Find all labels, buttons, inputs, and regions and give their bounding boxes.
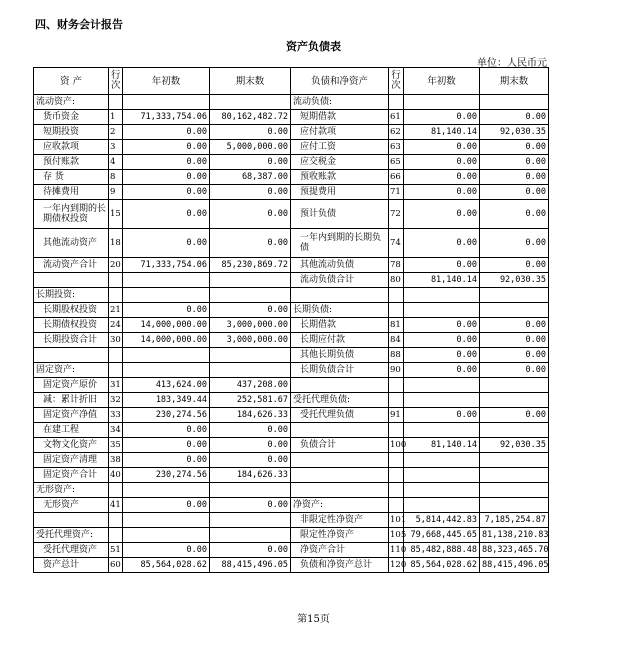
header-end-balance: 期末数: [210, 68, 291, 95]
table-row: [34, 378, 549, 393]
asset-item-label: 固定资产清理: [34, 453, 109, 468]
begin-balance-cell: 81,140.14: [404, 438, 480, 453]
liability-item-label: 应付款项: [291, 125, 389, 140]
end-balance-cell: 184,626.33: [210, 408, 291, 423]
liability-item-label: 应交税金: [291, 155, 389, 170]
line-no-cell: 65: [389, 155, 404, 170]
begin-balance-cell: 85,564,028.62: [404, 558, 480, 573]
asset-section-heading: 受托代理资产:: [34, 528, 109, 543]
begin-balance-cell: 0.00: [404, 140, 480, 155]
empty-cell: [480, 453, 549, 468]
table-row: [34, 453, 549, 468]
end-balance-cell: 0.00: [210, 543, 291, 558]
empty-cell: [34, 513, 109, 528]
end-balance-cell: 0.00: [480, 318, 549, 333]
end-balance-cell: 0.00: [480, 170, 549, 185]
liability-item-label: 其他长期负债: [291, 348, 389, 363]
liability-item-label: 流动负债合计: [291, 273, 389, 288]
begin-balance-cell: 0.00: [404, 229, 480, 258]
line-no-cell: 90: [389, 363, 404, 378]
empty-cell: [404, 453, 480, 468]
end-balance-cell: 0.00: [480, 200, 549, 229]
table-header-row: [34, 68, 549, 95]
begin-balance-cell: [123, 95, 210, 110]
line-no-cell: 60: [109, 558, 123, 573]
asset-item-label: 待摊费用: [34, 185, 109, 200]
line-no-cell: 3: [109, 140, 123, 155]
asset-item-label: 资产总计: [34, 558, 109, 573]
end-balance-cell: 92,030.35: [480, 273, 549, 288]
end-balance-cell: 0.00: [480, 408, 549, 423]
line-no-cell: 61: [389, 110, 404, 125]
end-balance-cell: 7,185,254.87: [480, 513, 549, 528]
begin-balance-cell: [123, 528, 210, 543]
end-balance-cell: [480, 393, 549, 408]
asset-item-label: 一年内到期的长期债权投资: [34, 200, 109, 229]
empty-cell: [404, 378, 480, 393]
line-no-cell: 34: [109, 423, 123, 438]
begin-balance-cell: [123, 363, 210, 378]
empty-cell: [210, 273, 291, 288]
end-balance-cell: 252,581.67: [210, 393, 291, 408]
line-no-cell: 80: [389, 273, 404, 288]
currency-unit: 单位：人民币元: [477, 58, 547, 69]
begin-balance-cell: 183,349.44: [123, 393, 210, 408]
line-no-cell: [389, 303, 404, 318]
empty-cell: [291, 453, 389, 468]
line-no-cell: 40: [109, 468, 123, 483]
begin-balance-cell: [404, 498, 480, 513]
line-no-cell: [109, 363, 123, 378]
begin-balance-cell: 0.00: [123, 543, 210, 558]
table-row: [34, 95, 549, 110]
empty-cell: [291, 483, 389, 498]
empty-cell: [34, 273, 109, 288]
end-balance-cell: 0.00: [210, 155, 291, 170]
begin-balance-cell: 81,140.14: [404, 125, 480, 140]
table-row: [34, 498, 549, 513]
empty-cell: [109, 513, 123, 528]
line-no-cell: 31: [109, 378, 123, 393]
table-row: [34, 110, 549, 125]
asset-item-label: 应收款项: [34, 140, 109, 155]
empty-cell: [34, 348, 109, 363]
end-balance-cell: 92,030.35: [480, 438, 549, 453]
asset-item-label: 预付账款: [34, 155, 109, 170]
line-no-cell: 88: [389, 348, 404, 363]
empty-cell: [480, 468, 549, 483]
liability-item-label: 短期借款: [291, 110, 389, 125]
empty-cell: [480, 288, 549, 303]
end-balance-cell: 0.00: [480, 229, 549, 258]
end-balance-cell: [210, 363, 291, 378]
line-no-cell: 105: [389, 528, 404, 543]
header-line-no: 行次: [109, 68, 123, 95]
empty-cell: [480, 423, 549, 438]
line-no-cell: 38: [109, 453, 123, 468]
table-row: [34, 513, 549, 528]
end-balance-cell: 3,000,000.00: [210, 318, 291, 333]
end-balance-cell: [480, 498, 549, 513]
line-no-cell: [109, 528, 123, 543]
table-row: [34, 438, 549, 453]
line-no-cell: 62: [389, 125, 404, 140]
end-balance-cell: 3,000,000.00: [210, 333, 291, 348]
balance-sheet-table: [33, 67, 549, 573]
begin-balance-cell: 0.00: [404, 170, 480, 185]
liability-item-label: 长期借款: [291, 318, 389, 333]
end-balance-cell: [210, 528, 291, 543]
line-no-cell: 24: [109, 318, 123, 333]
line-no-cell: 1: [109, 110, 123, 125]
liability-section-heading: 流动负债:: [291, 95, 389, 110]
page-number: 第15页: [297, 614, 330, 625]
begin-balance-cell: 14,000,000.00: [123, 333, 210, 348]
empty-cell: [389, 483, 404, 498]
line-no-cell: 18: [109, 229, 123, 258]
empty-cell: [480, 378, 549, 393]
begin-balance-cell: 14,000,000.00: [123, 318, 210, 333]
end-balance-cell: 0.00: [480, 348, 549, 363]
line-no-cell: 2: [109, 125, 123, 140]
begin-balance-cell: 71,333,754.06: [123, 110, 210, 125]
end-balance-cell: 0.00: [210, 453, 291, 468]
table-row: [34, 155, 549, 170]
line-no-cell: 9: [109, 185, 123, 200]
end-balance-cell: 88,415,496.05: [480, 558, 549, 573]
table-row: [34, 318, 549, 333]
liability-item-label: 其他流动负债: [291, 258, 389, 273]
end-balance-cell: 0.00: [480, 140, 549, 155]
empty-cell: [210, 513, 291, 528]
begin-balance-cell: 0.00: [123, 155, 210, 170]
table-row: [34, 170, 549, 185]
line-no-cell: [389, 393, 404, 408]
empty-cell: [389, 378, 404, 393]
line-no-cell: 30: [109, 333, 123, 348]
line-no-cell: 35: [109, 438, 123, 453]
header-asset: 资 产: [34, 68, 109, 95]
end-balance-cell: 85,230,869.72: [210, 258, 291, 273]
end-balance-cell: [210, 483, 291, 498]
liability-item-label: 预收账款: [291, 170, 389, 185]
end-balance-cell: 80,162,482.72: [210, 110, 291, 125]
table-row: [34, 558, 549, 573]
begin-balance-cell: 71,333,754.06: [123, 258, 210, 273]
end-balance-cell: 0.00: [210, 423, 291, 438]
empty-cell: [389, 288, 404, 303]
table-row: [34, 258, 549, 273]
begin-balance-cell: [404, 95, 480, 110]
header-begin-balance-right: 年初数: [404, 68, 480, 95]
table-row: [34, 140, 549, 155]
empty-cell: [123, 348, 210, 363]
end-balance-cell: 0.00: [480, 363, 549, 378]
end-balance-cell: 0.00: [210, 438, 291, 453]
header-line-no-right: 行次: [389, 68, 404, 95]
empty-cell: [404, 423, 480, 438]
line-no-cell: 110: [389, 543, 404, 558]
end-balance-cell: 81,138,210.83: [480, 528, 549, 543]
end-balance-cell: 0.00: [210, 303, 291, 318]
line-no-cell: [389, 498, 404, 513]
begin-balance-cell: 0.00: [404, 185, 480, 200]
line-no-cell: [109, 95, 123, 110]
table-row: [34, 528, 549, 543]
asset-item-label: 流动资产合计: [34, 258, 109, 273]
asset-section-heading: 无形资产:: [34, 483, 109, 498]
begin-balance-cell: 81,140.14: [404, 273, 480, 288]
line-no-cell: 78: [389, 258, 404, 273]
table-row: [34, 125, 549, 140]
empty-cell: [389, 468, 404, 483]
begin-balance-cell: 0.00: [404, 318, 480, 333]
table-row: [34, 229, 549, 258]
asset-section-heading: 流动资产:: [34, 95, 109, 110]
table-row: [34, 543, 549, 558]
asset-item-label: 长期股权投资: [34, 303, 109, 318]
asset-section-heading: 长期投资:: [34, 288, 109, 303]
begin-balance-cell: 0.00: [123, 140, 210, 155]
end-balance-cell: 437,208.00: [210, 378, 291, 393]
liability-item-label: 长期应付款: [291, 333, 389, 348]
liability-section-heading: 净资产:: [291, 498, 389, 513]
begin-balance-cell: 0.00: [123, 200, 210, 229]
asset-item-label: 减：累计折旧: [34, 393, 109, 408]
end-balance-cell: 0.00: [210, 185, 291, 200]
header-end-balance-right: 期末数: [480, 68, 549, 95]
liability-item-label: 预计负债: [291, 200, 389, 229]
line-no-cell: 66: [389, 170, 404, 185]
line-no-cell: [109, 288, 123, 303]
table-row: [34, 288, 549, 303]
begin-balance-cell: 0.00: [404, 363, 480, 378]
asset-item-label: 固定资产净值: [34, 408, 109, 423]
asset-item-label: 固定资产合计: [34, 468, 109, 483]
asset-item-label: 受托代理资产: [34, 543, 109, 558]
begin-balance-cell: 0.00: [404, 200, 480, 229]
line-no-cell: 51: [109, 543, 123, 558]
begin-balance-cell: 0.00: [123, 453, 210, 468]
begin-balance-cell: 0.00: [404, 408, 480, 423]
begin-balance-cell: 79,668,445.65: [404, 528, 480, 543]
table-row: [34, 200, 549, 229]
table-row: [34, 393, 549, 408]
asset-item-label: 固定资产原价: [34, 378, 109, 393]
header-liabilities-net-assets: 负债和净资产: [291, 68, 389, 95]
empty-cell: [291, 468, 389, 483]
asset-item-label: 在建工程: [34, 423, 109, 438]
liability-section-heading: 长期负债:: [291, 303, 389, 318]
table-row: [34, 468, 549, 483]
line-no-cell: 100: [389, 438, 404, 453]
end-balance-cell: 0.00: [210, 200, 291, 229]
line-no-cell: 74: [389, 229, 404, 258]
begin-balance-cell: 0.00: [123, 185, 210, 200]
line-no-cell: 41: [109, 498, 123, 513]
end-balance-cell: 0.00: [480, 110, 549, 125]
end-balance-cell: 0.00: [480, 185, 549, 200]
liability-item-label: 预提费用: [291, 185, 389, 200]
begin-balance-cell: 0.00: [123, 498, 210, 513]
end-balance-cell: 184,626.33: [210, 468, 291, 483]
asset-item-label: 货币资金: [34, 110, 109, 125]
line-no-cell: 15: [109, 200, 123, 229]
empty-cell: [404, 288, 480, 303]
end-balance-cell: 5,000,000.00: [210, 140, 291, 155]
line-no-cell: 8: [109, 170, 123, 185]
liability-item-label: 负债和净资产总计: [291, 558, 389, 573]
line-no-cell: 71: [389, 185, 404, 200]
end-balance-cell: 68,387.00: [210, 170, 291, 185]
table-body: [34, 95, 549, 573]
asset-item-label: 无形资产: [34, 498, 109, 513]
begin-balance-cell: 5,814,442.83: [404, 513, 480, 528]
begin-balance-cell: 0.00: [123, 303, 210, 318]
end-balance-cell: [480, 303, 549, 318]
begin-balance-cell: 0.00: [123, 170, 210, 185]
liability-item-label: 净资产合计: [291, 543, 389, 558]
end-balance-cell: 0.00: [480, 155, 549, 170]
empty-cell: [389, 453, 404, 468]
line-no-cell: 32: [109, 393, 123, 408]
table-row: [34, 408, 549, 423]
empty-cell: [480, 483, 549, 498]
empty-cell: [291, 288, 389, 303]
end-balance-cell: 88,415,496.05: [210, 558, 291, 573]
begin-balance-cell: [123, 288, 210, 303]
empty-cell: [109, 348, 123, 363]
liability-item-label: 长期负债合计: [291, 363, 389, 378]
line-no-cell: 4: [109, 155, 123, 170]
table-row: [34, 333, 549, 348]
asset-item-label: 短期投资: [34, 125, 109, 140]
table-row: [34, 423, 549, 438]
liability-item-label: 应付工资: [291, 140, 389, 155]
empty-cell: [109, 273, 123, 288]
line-no-cell: 21: [109, 303, 123, 318]
table-row: [34, 303, 549, 318]
begin-balance-cell: 0.00: [123, 423, 210, 438]
asset-item-label: 存 货: [34, 170, 109, 185]
asset-item-label: 长期投资合计: [34, 333, 109, 348]
end-balance-cell: 92,030.35: [480, 125, 549, 140]
line-no-cell: 101: [389, 513, 404, 528]
begin-balance-cell: 0.00: [123, 229, 210, 258]
begin-balance-cell: 230,274.56: [123, 468, 210, 483]
empty-cell: [291, 378, 389, 393]
empty-cell: [389, 423, 404, 438]
begin-balance-cell: 0.00: [404, 110, 480, 125]
asset-item-label: 长期债权投资: [34, 318, 109, 333]
line-no-cell: 33: [109, 408, 123, 423]
end-balance-cell: 0.00: [210, 229, 291, 258]
line-no-cell: 20: [109, 258, 123, 273]
header-begin-balance: 年初数: [123, 68, 210, 95]
begin-balance-cell: 0.00: [404, 155, 480, 170]
begin-balance-cell: 0.00: [404, 348, 480, 363]
begin-balance-cell: [404, 303, 480, 318]
table-row: [34, 483, 549, 498]
end-balance-cell: [210, 288, 291, 303]
line-no-cell: 84: [389, 333, 404, 348]
line-no-cell: 91: [389, 408, 404, 423]
liability-section-heading: 受托代理负债:: [291, 393, 389, 408]
liability-item-label: 受托代理负债: [291, 408, 389, 423]
empty-cell: [123, 273, 210, 288]
begin-balance-cell: 0.00: [404, 333, 480, 348]
begin-balance-cell: [404, 393, 480, 408]
line-no-cell: [109, 483, 123, 498]
end-balance-cell: [480, 95, 549, 110]
end-balance-cell: 0.00: [480, 333, 549, 348]
end-balance-cell: 0.00: [480, 258, 549, 273]
end-balance-cell: 88,323,465.70: [480, 543, 549, 558]
empty-cell: [404, 483, 480, 498]
begin-balance-cell: 85,564,028.62: [123, 558, 210, 573]
liability-item-label: 一年内到期的长期负债: [291, 229, 389, 258]
end-balance-cell: 0.00: [210, 125, 291, 140]
line-no-cell: 72: [389, 200, 404, 229]
begin-balance-cell: [123, 483, 210, 498]
line-no-cell: 120: [389, 558, 404, 573]
asset-section-heading: 固定资产:: [34, 363, 109, 378]
empty-cell: [404, 468, 480, 483]
empty-cell: [291, 423, 389, 438]
begin-balance-cell: 0.00: [123, 125, 210, 140]
liability-item-label: 负债合计: [291, 438, 389, 453]
empty-cell: [210, 348, 291, 363]
begin-balance-cell: 85,482,888.48: [404, 543, 480, 558]
line-no-cell: 63: [389, 140, 404, 155]
begin-balance-cell: 413,624.00: [123, 378, 210, 393]
document-title: 资产负债表: [286, 40, 341, 53]
begin-balance-cell: 0.00: [404, 258, 480, 273]
asset-item-label: 其他流动资产: [34, 229, 109, 258]
liability-item-label: 非限定性净资产: [291, 513, 389, 528]
empty-cell: [123, 513, 210, 528]
table-row: [34, 363, 549, 378]
line-no-cell: [389, 95, 404, 110]
table-row: [34, 273, 549, 288]
line-no-cell: 81: [389, 318, 404, 333]
asset-item-label: 文物文化资产: [34, 438, 109, 453]
begin-balance-cell: 0.00: [123, 438, 210, 453]
end-balance-cell: 0.00: [210, 498, 291, 513]
begin-balance-cell: 230,274.56: [123, 408, 210, 423]
section-title: 四、财务会计报告: [35, 18, 123, 31]
table-row: [34, 185, 549, 200]
table-row: [34, 348, 549, 363]
liability-item-label: 限定性净资产: [291, 528, 389, 543]
end-balance-cell: [210, 95, 291, 110]
